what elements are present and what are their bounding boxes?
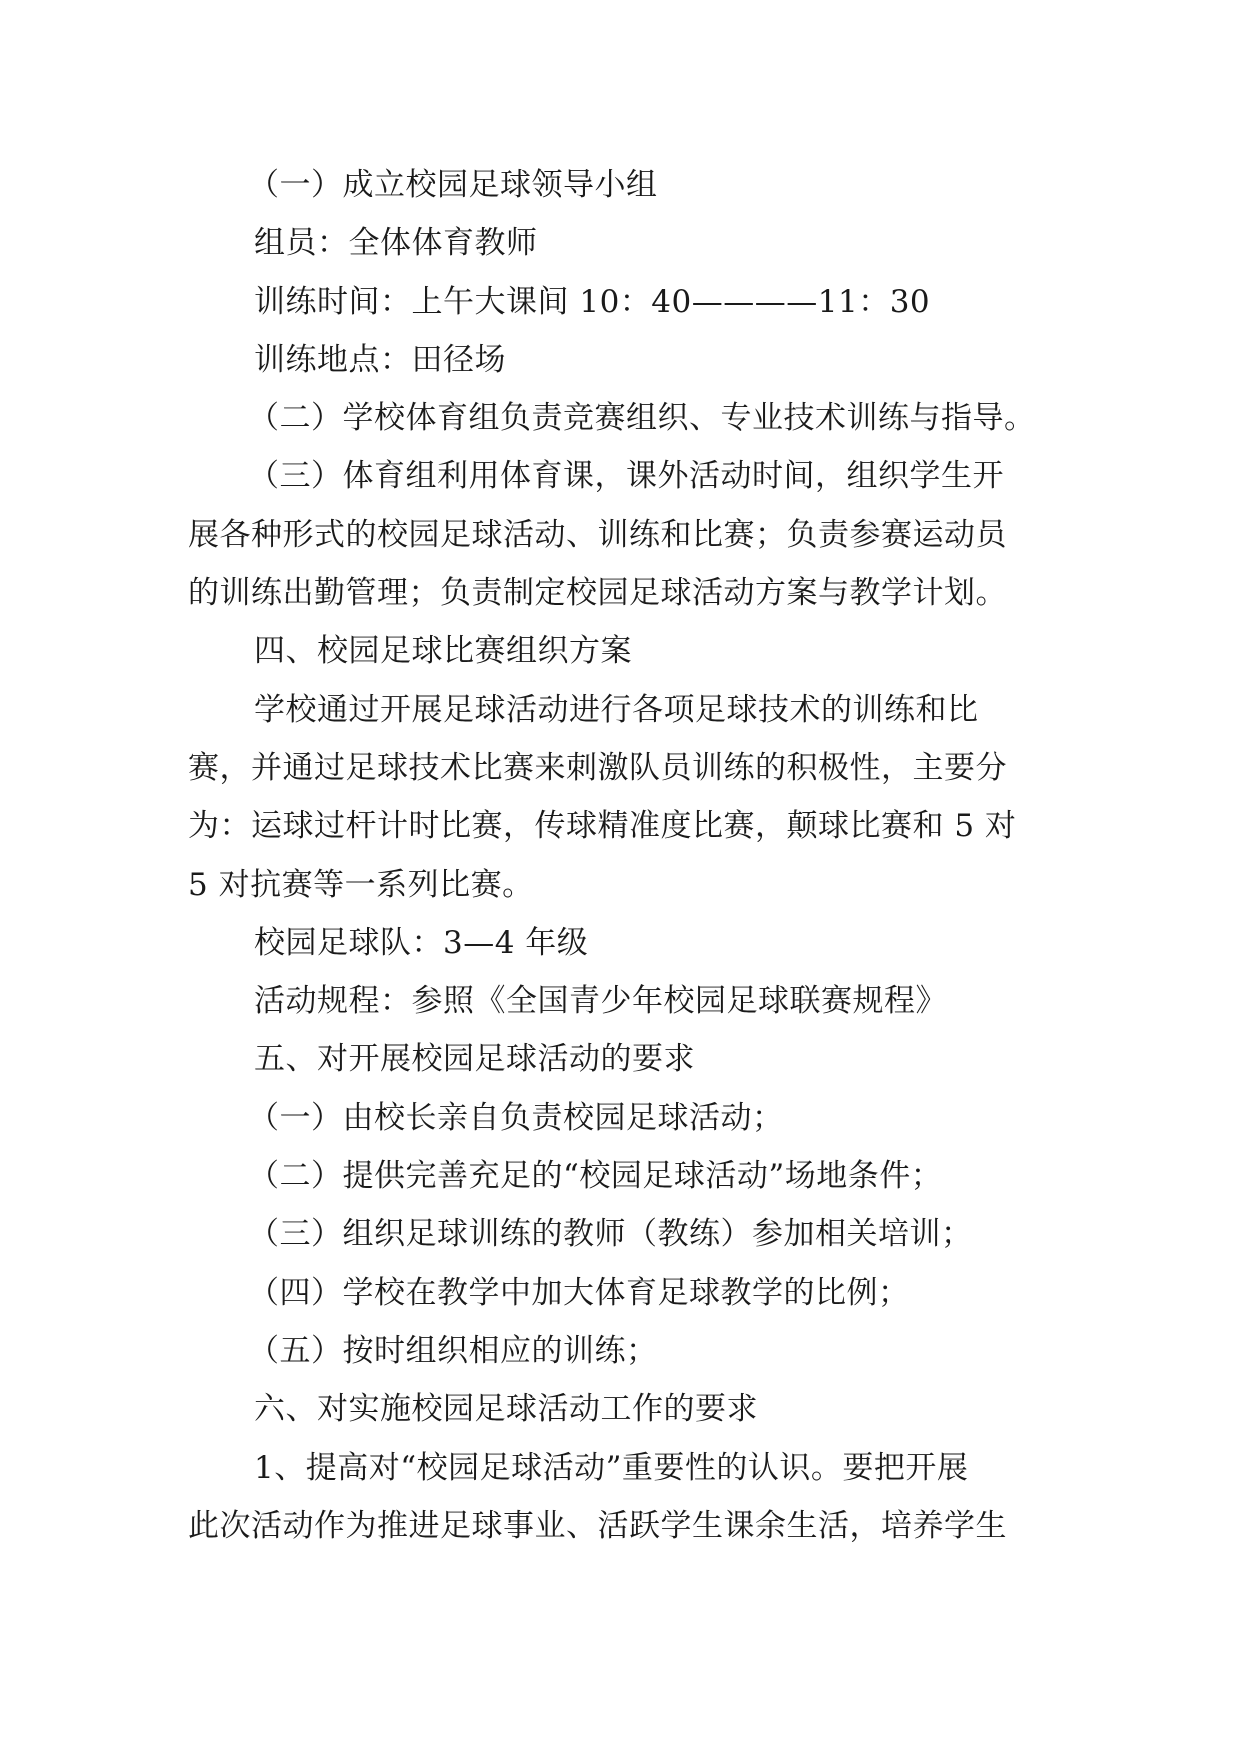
paragraph-line: 1、提高对“校园足球活动”重要性的认识。要把开展	[254, 1449, 969, 1486]
paragraph-line: 校园足球队：3—4 年级	[254, 924, 589, 961]
paragraph-line: 的训练出勤管理；负责制定校园足球活动方案与教学计划。	[188, 575, 1007, 612]
section-heading: 五、对开展校园足球活动的要求	[254, 1041, 695, 1078]
list-item: （五）按时组织相应的训练；	[248, 1332, 658, 1369]
section-heading: （二）学校体育组负责竞赛组织、专业技术训练与指导。	[248, 400, 1036, 437]
document-body	[188, 156, 1068, 1555]
list-item: （三）组织足球训练的教师（教练）参加相关培训；	[248, 1216, 973, 1253]
paragraph-line: 5 对抗赛等一系列比赛。	[188, 866, 534, 903]
section-heading: （一）成立校园足球领导小组	[248, 167, 658, 203]
paragraph-line: （三）体育组利用体育课，课外活动时间，组织学生开	[248, 458, 1004, 495]
list-item: （一）由校长亲自负责校园足球活动；	[248, 1099, 784, 1136]
paragraph-line: 此次活动作为推进足球事业、活跃学生课余生活，培养学生	[188, 1507, 1007, 1544]
paragraph-line: 活动规程：参照《全国青少年校园足球联赛规程》	[254, 983, 947, 1020]
paragraph-line: 为：运球过杆计时比赛，传球精准度比赛，颠球比赛和 5 对	[188, 808, 1017, 845]
section-heading: 四、校园足球比赛组织方案	[254, 633, 632, 670]
paragraph-line: 学校通过开展足球活动进行各项足球技术的训练和比	[254, 691, 979, 728]
paragraph-line: 展各种形式的校园足球活动、训练和比赛；负责参赛运动员	[188, 516, 1007, 553]
paragraph-line: 组员：全体体育教师	[254, 225, 538, 262]
list-item: （二）提供完善充足的“校园足球活动”场地条件；	[248, 1158, 943, 1195]
paragraph-line: 赛，并通过足球技术比赛来刺激队员训练的积极性，主要分	[188, 749, 1007, 786]
list-item: （四）学校在教学中加大体育足球教学的比例；	[248, 1274, 910, 1311]
section-heading: 六、对实施校园足球活动工作的要求	[254, 1391, 758, 1428]
paragraph-line: 训练时间：上午大课间 10：40————11：30	[254, 283, 931, 320]
paragraph-line: 训练地点：田径场	[254, 341, 506, 378]
